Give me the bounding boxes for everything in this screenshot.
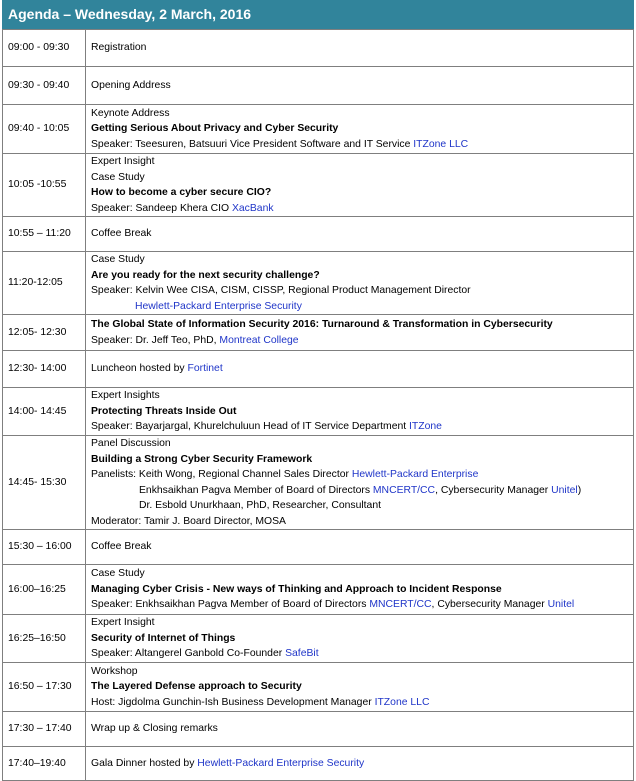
session-cell xyxy=(86,30,634,67)
speaker-org: ITZone LLC xyxy=(374,696,430,708)
agenda xyxy=(2,0,634,781)
session-title: Security of Internet of Things xyxy=(91,632,236,644)
host-org: Fortinet xyxy=(187,363,223,375)
panelist-org: Hewlett-Packard Enterprise xyxy=(351,469,479,480)
time-cell: 12:30- 14:00 xyxy=(3,351,86,388)
table-row xyxy=(3,663,634,712)
speaker-org: ITZone LLC xyxy=(413,138,469,150)
speaker-line xyxy=(91,695,633,711)
panelist-line xyxy=(91,467,633,483)
speaker-org: XacBank xyxy=(231,202,274,214)
session-title: Wrap up & Closing remarks xyxy=(91,723,218,735)
speaker-line xyxy=(91,419,633,435)
time-cell: 09:40 - 10:05 xyxy=(3,105,86,154)
session-tag: Panel Discussion xyxy=(91,438,171,449)
speaker-line xyxy=(91,597,633,613)
session-title: Coffee Break xyxy=(91,228,152,240)
session-cell xyxy=(86,217,634,252)
session-title: Opening Address xyxy=(91,79,171,91)
table-row xyxy=(3,530,634,565)
table-row xyxy=(3,436,634,530)
session-tag: Workshop xyxy=(91,665,138,677)
speaker-org: Unitel xyxy=(547,599,575,611)
speaker-text: Speaker: Bayarjargal, Khurelchuluun Head of IT Service Department xyxy=(91,421,410,433)
table-row xyxy=(3,615,634,663)
table-row xyxy=(3,217,634,252)
session-cell xyxy=(86,252,634,315)
table-row xyxy=(3,154,634,217)
table-row xyxy=(3,351,634,388)
session-cell xyxy=(86,530,634,565)
agenda-header: Agenda – Wednesday, 2 March, 2016 xyxy=(2,0,634,29)
time-cell: 16:50 – 17:30 xyxy=(3,663,86,712)
speaker-text: , Cybersecurity Manager xyxy=(431,599,548,611)
speaker-text: Speaker: Dr. Jeff Teo, PhD, xyxy=(91,334,220,346)
speaker-text: Speaker: Sandeep Khera CIO xyxy=(91,202,232,214)
moderator-line: Moderator: Tamir J. Board Director, MOSA xyxy=(91,515,286,527)
session-cell xyxy=(86,388,634,436)
session-cell xyxy=(86,565,634,615)
session-cell xyxy=(86,615,634,663)
time-cell: 17:30 – 17:40 xyxy=(3,712,86,747)
panelist-org: Unitel xyxy=(551,484,578,496)
session-title: The Layered Defense approach to Security xyxy=(91,681,302,693)
time-cell: 17:40–19:40 xyxy=(3,747,86,781)
panelist-text: Enkhsaikhan Pagva Member of Board of Directors xyxy=(139,484,373,496)
session-cell xyxy=(86,712,634,747)
session-tag: Expert Insights xyxy=(91,390,160,402)
table-row xyxy=(3,315,634,351)
session-title: How to become a cyber secure CIO? xyxy=(91,187,272,198)
speaker-text: Speaker: Altangerel Ganbold Co-Founder xyxy=(91,648,286,660)
session-cell xyxy=(86,747,634,781)
session-title: Getting Serious About Privacy and Cyber Security xyxy=(91,123,339,135)
time-cell: 14:00- 14:45 xyxy=(3,388,86,436)
speaker-org: Montreat College xyxy=(219,334,299,346)
panelist-line: Dr. Esbold Unurkhaan, PhD, Researcher, Consultant xyxy=(139,500,381,511)
agenda-table xyxy=(2,29,634,781)
session-title: Protecting Threats Inside Out xyxy=(91,405,237,417)
time-cell: 16:00–16:25 xyxy=(3,565,86,615)
table-row xyxy=(3,67,634,105)
speaker-text: Speaker: Tseesuren, Batsuuri Vice President Software and IT Service xyxy=(91,138,414,150)
time-cell: 09:30 - 09:40 xyxy=(3,67,86,105)
panelist-line xyxy=(91,483,633,499)
time-cell: 10:05 -10:55 xyxy=(3,154,86,217)
speaker-line xyxy=(91,646,633,662)
panelist-text: Panelists: Keith Wong, Regional Channel Sales Director xyxy=(91,469,352,480)
speaker-line xyxy=(91,201,633,217)
speaker-text: Speaker: Kelvin Wee CISA, CISM, CISSP, Regional Product Management Director xyxy=(91,285,471,296)
time-cell: 15:30 – 16:00 xyxy=(3,530,86,565)
session-title: Managing Cyber Crisis - New ways of Thinking and Approach to Incident Response xyxy=(91,583,502,595)
session-title: Luncheon hosted by xyxy=(91,363,188,375)
speaker-org: SafeBit xyxy=(285,648,319,660)
speaker-org: ITZone xyxy=(409,421,442,433)
time-cell: 10:55 – 11:20 xyxy=(3,217,86,252)
table-row xyxy=(3,712,634,747)
session-tag: Expert Insight xyxy=(91,617,155,629)
session-title: Are you ready for the next security challenge? xyxy=(91,269,320,281)
table-row xyxy=(3,747,634,781)
session-cell xyxy=(86,315,634,351)
speaker-text: Speaker: Enkhsaikhan Pagva Member of Board of Directors xyxy=(91,599,370,611)
time-cell: 09:00 - 09:30 xyxy=(3,30,86,67)
session-title: The Global State of Information Security 2016: Turnaround & Transformation in Cybersecurity xyxy=(91,319,553,330)
table-row xyxy=(3,252,634,315)
session-tag: Keynote Address xyxy=(91,107,170,119)
session-title: Coffee Break xyxy=(91,541,152,553)
table-row xyxy=(3,30,634,67)
time-cell: 11:20-12:05 xyxy=(3,252,86,315)
session-cell xyxy=(86,351,634,388)
session-cell xyxy=(86,105,634,154)
session-title: Gala Dinner hosted by xyxy=(91,757,198,769)
time-cell: 14:45- 15:30 xyxy=(3,436,86,530)
session-tag: Case Study xyxy=(91,568,145,580)
session-tag: Case Study xyxy=(91,254,145,265)
session-title: Building a Strong Cyber Security Framework xyxy=(91,453,313,465)
session-tag: Expert Insight xyxy=(91,156,155,167)
table-row xyxy=(3,388,634,436)
speaker-org: MNCERT/CC xyxy=(369,599,432,611)
time-cell: 16:25–16:50 xyxy=(3,615,86,663)
table-row xyxy=(3,105,634,154)
speaker-text: Host: Jigdolma Gunchin-Ish Business Development Manager xyxy=(91,696,375,708)
speaker-line xyxy=(91,137,633,153)
panelist-org: MNCERT/CC xyxy=(372,484,436,496)
session-cell xyxy=(86,663,634,712)
panelist-text: , Cybersecurity Manager xyxy=(435,484,552,496)
session-tag-secondary: Case Study xyxy=(91,171,145,183)
speaker-line xyxy=(91,333,633,349)
session-cell xyxy=(86,154,634,217)
time-cell: 12:05- 12:30 xyxy=(3,315,86,351)
session-cell xyxy=(86,436,634,530)
session-cell xyxy=(86,67,634,105)
session-title: Registration xyxy=(91,42,147,54)
table-row xyxy=(3,565,634,615)
panelist-text: ) xyxy=(577,484,582,496)
host-org: Hewlett-Packard Enterprise Security xyxy=(197,757,365,769)
speaker-org: Hewlett-Packard Enterprise Security xyxy=(135,300,302,312)
